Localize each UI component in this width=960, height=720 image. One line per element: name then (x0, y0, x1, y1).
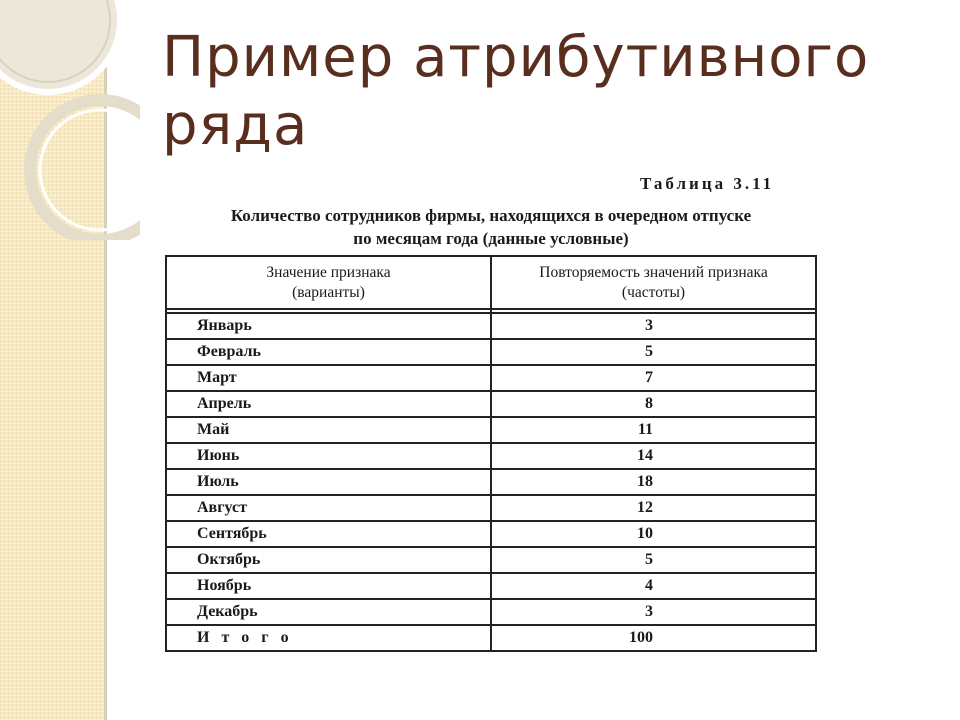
month-cell: Декабрь (166, 599, 491, 625)
frequency-cell: 7 (491, 365, 816, 391)
table-row (166, 339, 816, 365)
table-row (166, 469, 816, 495)
total-value: 100 (491, 625, 816, 651)
frequency-cell: 4 (491, 573, 816, 599)
frequency-cell: 8 (491, 391, 816, 417)
month-cell: Ноябрь (166, 573, 491, 599)
frequency-cell: 3 (491, 599, 816, 625)
month-cell: Июль (166, 469, 491, 495)
table-row (166, 365, 816, 391)
header-frequencies: Повторяемость значений признака (частоты) (491, 256, 816, 309)
table-row (166, 313, 816, 339)
table-title (166, 204, 816, 250)
table-title-line2: по месяцам года (данные условные) (353, 229, 629, 248)
frequency-cell: 3 (491, 313, 816, 339)
table-row (166, 521, 816, 547)
frequency-cell: 11 (491, 417, 816, 443)
table-header-row (166, 256, 816, 309)
table-title-line1: Количество сотрудников фирмы, находящихся в очередном отпуске (230, 206, 752, 225)
table-row (166, 547, 816, 573)
circle-ornament-icon (0, 0, 140, 240)
table-caption: Таблица 3.11 (640, 174, 775, 193)
frequency-cell: 5 (491, 547, 816, 573)
month-cell: Октябрь (166, 547, 491, 573)
table-body (166, 309, 816, 651)
table-row (166, 391, 816, 417)
table-row (166, 417, 816, 443)
header-variants: Значение признака (варианты) (166, 256, 491, 309)
slide-title: Пример атрибутивного ряда (162, 25, 870, 158)
table-row (166, 599, 816, 625)
total-row (166, 625, 816, 651)
month-cell: Январь (166, 313, 491, 339)
month-cell: Август (166, 495, 491, 521)
month-cell: Июнь (166, 443, 491, 469)
frequency-cell: 14 (491, 443, 816, 469)
month-cell: Март (166, 365, 491, 391)
table-row (166, 573, 816, 599)
total-label: И т о г о (166, 625, 491, 651)
table-row (166, 443, 816, 469)
frequency-cell: 12 (491, 495, 816, 521)
table-row (166, 495, 816, 521)
month-cell: Февраль (166, 339, 491, 365)
month-cell: Сентябрь (166, 521, 491, 547)
frequency-cell: 5 (491, 339, 816, 365)
month-cell: Апрель (166, 391, 491, 417)
month-cell: Май (166, 417, 491, 443)
frequency-table (165, 255, 817, 652)
frequency-cell: 10 (491, 521, 816, 547)
frequency-cell: 18 (491, 469, 816, 495)
